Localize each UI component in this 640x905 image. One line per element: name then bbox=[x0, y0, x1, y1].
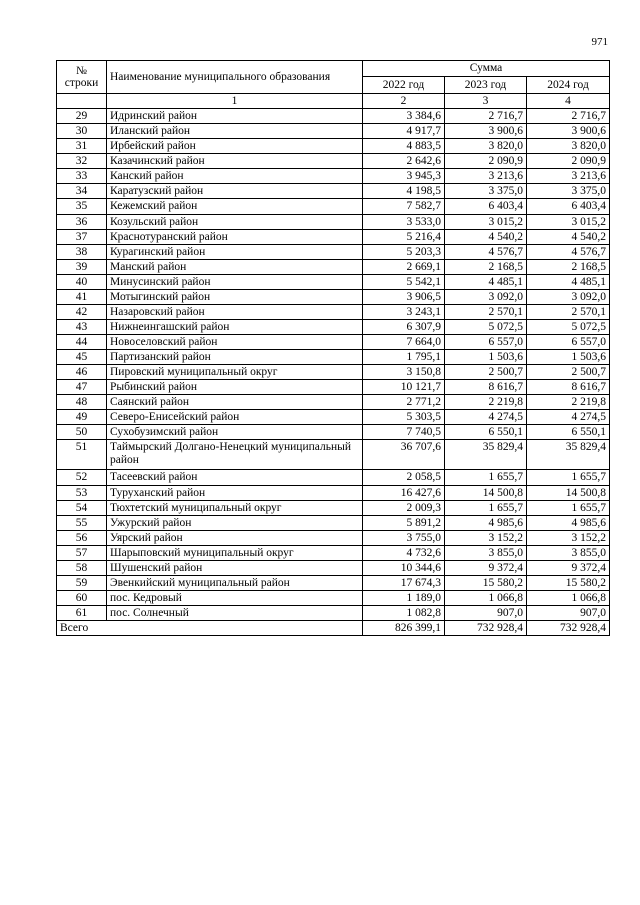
value-2023: 2 219,8 bbox=[445, 395, 527, 410]
row-number: 49 bbox=[57, 410, 107, 425]
municipality-name: Минусинский район bbox=[107, 274, 363, 289]
municipality-name: Тюхтетский муниципальный округ bbox=[107, 500, 363, 515]
table-header bbox=[57, 61, 610, 109]
row-number: 54 bbox=[57, 500, 107, 515]
value-2024: 907,0 bbox=[527, 606, 610, 621]
value-2024: 6 550,1 bbox=[527, 425, 610, 440]
table-row bbox=[57, 109, 610, 124]
row-number: 38 bbox=[57, 244, 107, 259]
municipality-name: Канский район bbox=[107, 169, 363, 184]
table-row bbox=[57, 530, 610, 545]
value-2023: 3 820,0 bbox=[445, 139, 527, 154]
value-2022: 4 883,5 bbox=[363, 139, 445, 154]
value-2024: 1 066,8 bbox=[527, 590, 610, 605]
value-2023: 4 485,1 bbox=[445, 274, 527, 289]
value-2022: 2 009,3 bbox=[363, 500, 445, 515]
value-2024: 3 375,0 bbox=[527, 184, 610, 199]
municipality-name: Новоселовский район bbox=[107, 335, 363, 350]
table-row bbox=[57, 319, 610, 334]
value-2023: 2 500,7 bbox=[445, 365, 527, 380]
municipality-name: Кежемский район bbox=[107, 199, 363, 214]
table-row bbox=[57, 124, 610, 139]
value-2022: 3 243,1 bbox=[363, 304, 445, 319]
municipality-name: Назаровский район bbox=[107, 304, 363, 319]
value-2023: 4 576,7 bbox=[445, 244, 527, 259]
row-number: 52 bbox=[57, 470, 107, 485]
value-2022: 1 082,8 bbox=[363, 606, 445, 621]
row-number: 51 bbox=[57, 440, 107, 470]
value-2023: 5 072,5 bbox=[445, 319, 527, 334]
table-row bbox=[57, 395, 610, 410]
total-2024: 732 928,4 bbox=[527, 621, 610, 636]
row-number: 45 bbox=[57, 350, 107, 365]
value-2024: 8 616,7 bbox=[527, 380, 610, 395]
total-row bbox=[57, 621, 610, 636]
value-2023: 6 557,0 bbox=[445, 335, 527, 350]
value-2024: 1 655,7 bbox=[527, 500, 610, 515]
value-2023: 4 274,5 bbox=[445, 410, 527, 425]
table-row bbox=[57, 214, 610, 229]
row-number: 58 bbox=[57, 560, 107, 575]
row-number-header-line2: строки bbox=[64, 77, 99, 89]
value-2024: 15 580,2 bbox=[527, 575, 610, 590]
row-number: 44 bbox=[57, 335, 107, 350]
value-2022: 3 150,8 bbox=[363, 365, 445, 380]
table-row bbox=[57, 410, 610, 425]
value-2022: 7 582,7 bbox=[363, 199, 445, 214]
value-2024: 9 372,4 bbox=[527, 560, 610, 575]
municipality-name: Эвенкийский муниципальный район bbox=[107, 575, 363, 590]
municipality-name: Нижнеингашский район bbox=[107, 319, 363, 334]
table-row bbox=[57, 289, 610, 304]
value-2022: 6 307,9 bbox=[363, 319, 445, 334]
value-2022: 7 664,0 bbox=[363, 335, 445, 350]
value-2022: 10 344,6 bbox=[363, 560, 445, 575]
municipality-name: Туруханский район bbox=[107, 485, 363, 500]
municipality-name: Каратузский район bbox=[107, 184, 363, 199]
value-2022: 3 755,0 bbox=[363, 530, 445, 545]
table-row bbox=[57, 485, 610, 500]
budget-table bbox=[56, 60, 610, 636]
value-2023: 3 152,2 bbox=[445, 530, 527, 545]
table-row bbox=[57, 199, 610, 214]
municipality-name: Пировский муниципальный округ bbox=[107, 365, 363, 380]
value-2023: 2 570,1 bbox=[445, 304, 527, 319]
value-2023: 2 716,7 bbox=[445, 109, 527, 124]
value-2022: 1 189,0 bbox=[363, 590, 445, 605]
row-number: 41 bbox=[57, 289, 107, 304]
value-2022: 36 707,6 bbox=[363, 440, 445, 470]
table-row bbox=[57, 440, 610, 470]
municipality-name: Ирбейский район bbox=[107, 139, 363, 154]
value-2022: 4 732,6 bbox=[363, 545, 445, 560]
table-row bbox=[57, 244, 610, 259]
value-2024: 2 090,9 bbox=[527, 154, 610, 169]
row-number: 40 bbox=[57, 274, 107, 289]
value-2023: 2 090,9 bbox=[445, 154, 527, 169]
row-number: 61 bbox=[57, 606, 107, 621]
column-number-3: 3 bbox=[445, 94, 527, 109]
value-2024: 1 655,7 bbox=[527, 470, 610, 485]
table-row bbox=[57, 274, 610, 289]
value-2023: 3 213,6 bbox=[445, 169, 527, 184]
value-2024: 3 820,0 bbox=[527, 139, 610, 154]
table-row bbox=[57, 560, 610, 575]
municipality-name: Партизанский район bbox=[107, 350, 363, 365]
value-2023: 3 855,0 bbox=[445, 545, 527, 560]
value-2022: 3 906,5 bbox=[363, 289, 445, 304]
row-number: 60 bbox=[57, 590, 107, 605]
table-row bbox=[57, 590, 610, 605]
municipality-name: Мотыгинский район bbox=[107, 289, 363, 304]
value-2024: 4 274,5 bbox=[527, 410, 610, 425]
table-row bbox=[57, 545, 610, 560]
value-2024: 6 557,0 bbox=[527, 335, 610, 350]
value-2023: 3 375,0 bbox=[445, 184, 527, 199]
municipality-name: Северо-Енисейский район bbox=[107, 410, 363, 425]
row-number: 47 bbox=[57, 380, 107, 395]
value-2024: 4 485,1 bbox=[527, 274, 610, 289]
value-2024: 4 985,6 bbox=[527, 515, 610, 530]
value-2022: 5 216,4 bbox=[363, 229, 445, 244]
value-2022: 5 891,2 bbox=[363, 515, 445, 530]
value-2022: 1 795,1 bbox=[363, 350, 445, 365]
table-row bbox=[57, 365, 610, 380]
total-2022: 826 399,1 bbox=[363, 621, 445, 636]
municipality-name: пос. Кедровый bbox=[107, 590, 363, 605]
total-2023: 732 928,4 bbox=[445, 621, 527, 636]
value-2024: 4 576,7 bbox=[527, 244, 610, 259]
value-2024: 5 072,5 bbox=[527, 319, 610, 334]
value-2023: 3 900,6 bbox=[445, 124, 527, 139]
value-2023: 3 092,0 bbox=[445, 289, 527, 304]
value-2022: 10 121,7 bbox=[363, 380, 445, 395]
value-2024: 2 500,7 bbox=[527, 365, 610, 380]
table-row bbox=[57, 229, 610, 244]
column-number-empty bbox=[57, 94, 107, 109]
row-number: 35 bbox=[57, 199, 107, 214]
value-2023: 15 580,2 bbox=[445, 575, 527, 590]
value-2024: 2 219,8 bbox=[527, 395, 610, 410]
value-2022: 4 198,5 bbox=[363, 184, 445, 199]
value-2024: 2 716,7 bbox=[527, 109, 610, 124]
sum-header: Сумма bbox=[363, 61, 610, 77]
value-2022: 5 303,5 bbox=[363, 410, 445, 425]
table-row bbox=[57, 154, 610, 169]
row-number: 37 bbox=[57, 229, 107, 244]
value-2023: 14 500,8 bbox=[445, 485, 527, 500]
value-2022: 2 058,5 bbox=[363, 470, 445, 485]
value-2024: 4 540,2 bbox=[527, 229, 610, 244]
value-2023: 2 168,5 bbox=[445, 259, 527, 274]
value-2024: 2 570,1 bbox=[527, 304, 610, 319]
value-2022: 4 917,7 bbox=[363, 124, 445, 139]
municipality-name: Манский район bbox=[107, 259, 363, 274]
value-2022: 7 740,5 bbox=[363, 425, 445, 440]
municipality-name: Уярский район bbox=[107, 530, 363, 545]
row-number: 33 bbox=[57, 169, 107, 184]
municipality-name: Сухобузимский район bbox=[107, 425, 363, 440]
value-2024: 3 092,0 bbox=[527, 289, 610, 304]
table-row bbox=[57, 304, 610, 319]
table-row bbox=[57, 500, 610, 515]
value-2024: 6 403,4 bbox=[527, 199, 610, 214]
value-2024: 3 900,6 bbox=[527, 124, 610, 139]
value-2022: 16 427,6 bbox=[363, 485, 445, 500]
table-row bbox=[57, 139, 610, 154]
value-2023: 8 616,7 bbox=[445, 380, 527, 395]
table-row bbox=[57, 184, 610, 199]
value-2022: 2 669,1 bbox=[363, 259, 445, 274]
municipality-name: пос. Солнечный bbox=[107, 606, 363, 621]
row-number: 43 bbox=[57, 319, 107, 334]
value-2024: 14 500,8 bbox=[527, 485, 610, 500]
year-header-2024: 2024 год bbox=[527, 77, 610, 94]
value-2022: 2 642,6 bbox=[363, 154, 445, 169]
value-2024: 3 152,2 bbox=[527, 530, 610, 545]
row-number: 31 bbox=[57, 139, 107, 154]
column-number-1: 1 bbox=[107, 94, 363, 109]
municipality-name: Шарыповский муниципальный округ bbox=[107, 545, 363, 560]
table-row bbox=[57, 259, 610, 274]
value-2022: 2 771,2 bbox=[363, 395, 445, 410]
total-label: Всего bbox=[57, 621, 363, 636]
table-row bbox=[57, 169, 610, 184]
row-number-header bbox=[57, 61, 107, 94]
row-number: 32 bbox=[57, 154, 107, 169]
row-number: 30 bbox=[57, 124, 107, 139]
value-2024: 35 829,4 bbox=[527, 440, 610, 470]
value-2022: 3 533,0 bbox=[363, 214, 445, 229]
municipality-name: Краснотуранский район bbox=[107, 229, 363, 244]
value-2023: 6 550,1 bbox=[445, 425, 527, 440]
municipality-name: Ужурский район bbox=[107, 515, 363, 530]
municipality-name: Козульский район bbox=[107, 214, 363, 229]
year-header-2023: 2023 год bbox=[445, 77, 527, 94]
value-2024: 2 168,5 bbox=[527, 259, 610, 274]
table-row bbox=[57, 606, 610, 621]
row-number: 56 bbox=[57, 530, 107, 545]
table-body bbox=[57, 109, 610, 621]
value-2024: 3 015,2 bbox=[527, 214, 610, 229]
table-row bbox=[57, 425, 610, 440]
value-2022: 3 384,6 bbox=[363, 109, 445, 124]
table-row bbox=[57, 575, 610, 590]
value-2023: 1 655,7 bbox=[445, 500, 527, 515]
row-number: 48 bbox=[57, 395, 107, 410]
municipality-name: Тасеевский район bbox=[107, 470, 363, 485]
row-number: 29 bbox=[57, 109, 107, 124]
row-number: 55 bbox=[57, 515, 107, 530]
municipality-name: Шушенский район bbox=[107, 560, 363, 575]
value-2023: 1 503,6 bbox=[445, 350, 527, 365]
value-2023: 1 655,7 bbox=[445, 470, 527, 485]
row-number: 59 bbox=[57, 575, 107, 590]
value-2023: 35 829,4 bbox=[445, 440, 527, 470]
value-2023: 4 540,2 bbox=[445, 229, 527, 244]
page-number: 971 bbox=[591, 36, 608, 48]
value-2023: 4 985,6 bbox=[445, 515, 527, 530]
municipality-name: Саянский район bbox=[107, 395, 363, 410]
municipality-name: Курагинский район bbox=[107, 244, 363, 259]
value-2023: 907,0 bbox=[445, 606, 527, 621]
row-number: 57 bbox=[57, 545, 107, 560]
municipality-name: Иланский район bbox=[107, 124, 363, 139]
row-number: 50 bbox=[57, 425, 107, 440]
municipality-name: Таймырский Долгано-Ненецкий муниципальный район bbox=[107, 440, 363, 470]
table-row bbox=[57, 380, 610, 395]
value-2024: 1 503,6 bbox=[527, 350, 610, 365]
value-2022: 17 674,3 bbox=[363, 575, 445, 590]
row-number: 36 bbox=[57, 214, 107, 229]
municipality-name-header: Наименование муниципального образования bbox=[107, 61, 363, 94]
municipality-name: Идринский район bbox=[107, 109, 363, 124]
table-row bbox=[57, 470, 610, 485]
row-number-header-line1: № bbox=[76, 64, 87, 77]
table-row bbox=[57, 350, 610, 365]
value-2022: 5 542,1 bbox=[363, 274, 445, 289]
column-number-2: 2 bbox=[363, 94, 445, 109]
value-2023: 6 403,4 bbox=[445, 199, 527, 214]
row-number: 42 bbox=[57, 304, 107, 319]
value-2023: 1 066,8 bbox=[445, 590, 527, 605]
row-number: 34 bbox=[57, 184, 107, 199]
value-2022: 5 203,3 bbox=[363, 244, 445, 259]
year-header-2022: 2022 год bbox=[363, 77, 445, 94]
table-row bbox=[57, 335, 610, 350]
value-2022: 3 945,3 bbox=[363, 169, 445, 184]
row-number: 46 bbox=[57, 365, 107, 380]
value-2024: 3 213,6 bbox=[527, 169, 610, 184]
column-number-4: 4 bbox=[527, 94, 610, 109]
value-2024: 3 855,0 bbox=[527, 545, 610, 560]
municipality-name: Рыбинский район bbox=[107, 380, 363, 395]
row-number: 39 bbox=[57, 259, 107, 274]
table-row bbox=[57, 515, 610, 530]
value-2023: 3 015,2 bbox=[445, 214, 527, 229]
value-2023: 9 372,4 bbox=[445, 560, 527, 575]
municipality-name: Казачинский район bbox=[107, 154, 363, 169]
row-number: 53 bbox=[57, 485, 107, 500]
